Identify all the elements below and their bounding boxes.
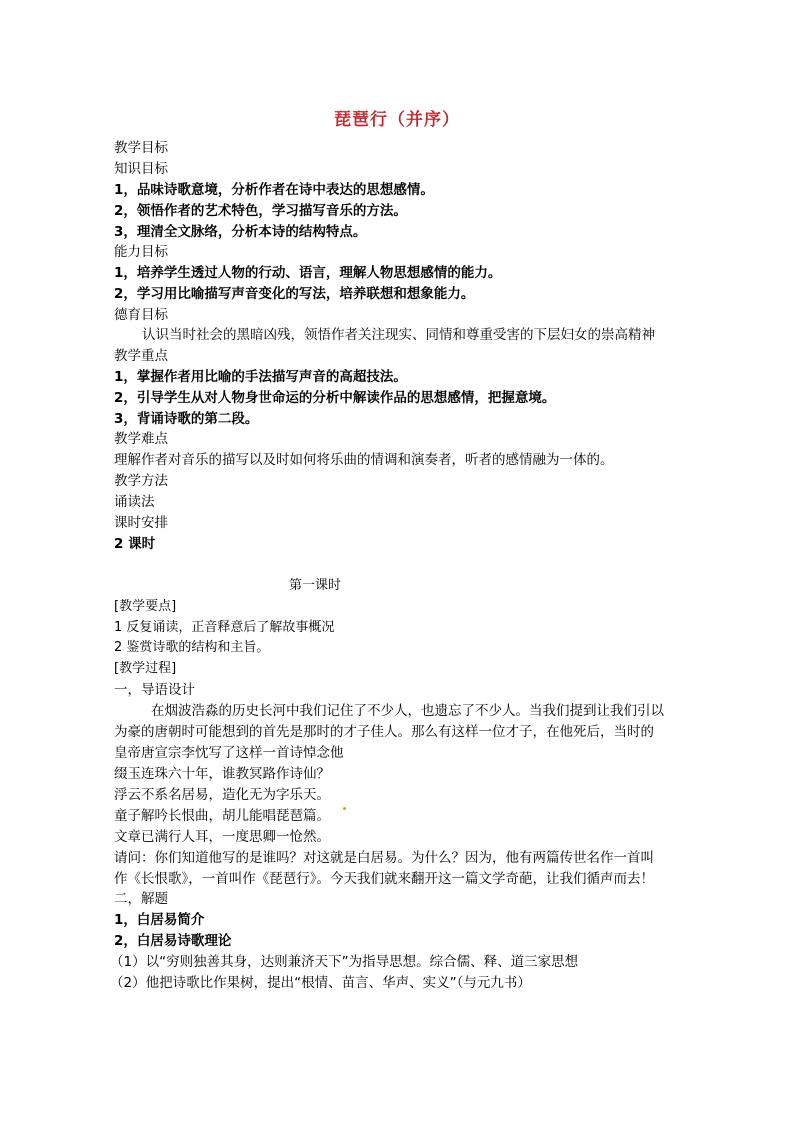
explain-item: 1，白居易简介 <box>114 912 205 928</box>
moral-text: 认识当时社会的黑暗凶残，领悟作者关注现实、同情和尊重受害的下层妇女的崇高精神 <box>142 327 655 343</box>
schedule-heading: 课时安排 <box>114 515 168 531</box>
knowledge-item: 3，理清全文脉络，分析本诗的结构特点。 <box>114 224 367 240</box>
intro-paragraph-line: 在烟波浩淼的历史长河中我们记住了不少人，也遗忘了不少人。当我们提到让我们引以 <box>151 703 664 719</box>
objectives-heading: 教学目标 <box>114 140 168 156</box>
key-point-item: 3，背诵诗歌的第二段。 <box>114 411 259 427</box>
intro-paragraph-line: 为豪的唐朝时可能想到的首先是那时的才子佳人。那么有这样一位才子，在他死后，当时的 <box>114 724 654 740</box>
decorative-dot <box>343 807 346 810</box>
knowledge-heading: 知识目标 <box>114 161 168 177</box>
key-point-item: 1，掌握作者用比喻的手法描写声音的高超技法。 <box>114 369 407 385</box>
poem-line: 文章已满行人耳，一度思卿一怆然。 <box>114 829 330 845</box>
explain-heading: 二，解题 <box>114 891 168 907</box>
poem-line: 童子解吟长恨曲，胡儿能唱琵琶篇。 <box>114 808 330 824</box>
poem-line: 缀玉连珠六十年，谁教冥路作诗仙？ <box>114 766 330 782</box>
question-line: 请问：你们知道他写的是谁吗？对这就是白居易。为什么？因为，他有两篇传世名作一首叫 <box>114 850 654 866</box>
key-point-item: 2，引导学生从对人物身世命运的分析中解读作品的思想感情，把握意境。 <box>114 390 556 406</box>
poem-line: 浮云不系名居易，造化无为字乐天。 <box>114 787 330 803</box>
question-line: 作《长恨歌》，一首叫作《琵琶行》。今天我们就来翻开这一篇文学奇葩，让我们循声而去！ <box>114 871 654 887</box>
ability-heading: 能力目标 <box>114 244 168 260</box>
lesson-point-item: 1 反复诵读，正音释意后了解故事概况 <box>114 620 335 635</box>
ability-item: 1，培养学生透过人物的行动、语言，理解人物思想感情的能力。 <box>114 265 502 281</box>
moral-heading: 德育目标 <box>114 307 168 323</box>
explain-sub-item: （1）以“穷则独善其身，达则兼济天下”为指导思想。综合儒、释、道三家思想 <box>110 954 579 970</box>
intro-paragraph-line: 皇帝唐宣宗李忱写了这样一首诗悼念他 <box>114 745 344 761</box>
process-heading: [教学过程] <box>114 661 177 676</box>
key-points-heading: 教学重点 <box>114 348 168 364</box>
difficulties-text: 理解作者对音乐的描写以及时如何将乐曲的情调和演奏者，听者的感情融为一体的。 <box>114 452 614 468</box>
methods-text: 诵读法 <box>114 494 155 510</box>
knowledge-item: 2，领悟作者的艺术特色，学习描写音乐的方法。 <box>114 203 407 219</box>
explain-item: 2，白居易诗歌理论 <box>114 933 232 949</box>
lesson-points-heading: [教学要点] <box>114 599 177 614</box>
knowledge-item: 1，品味诗歌意境，分析作者在诗中表达的思想感情。 <box>114 182 434 198</box>
schedule-text: 2 课时 <box>114 536 156 552</box>
page-title: 琵琶行（并序） <box>334 110 460 130</box>
ability-item: 2，学习用比喻描写声音变化的写法，培养联想和想象能力。 <box>114 286 475 302</box>
lesson-point-item: 2 鉴赏诗歌的结构和主旨。 <box>114 640 270 655</box>
difficulties-heading: 教学难点 <box>114 431 168 447</box>
methods-heading: 教学方法 <box>114 473 168 489</box>
intro-heading: 一，导语设计 <box>114 682 195 698</box>
explain-sub-item: （2）他把诗歌比作果树，提出“根情、苗言、华声、实义”（与元九书） <box>110 975 531 991</box>
lesson-heading: 第一课时 <box>288 578 341 593</box>
